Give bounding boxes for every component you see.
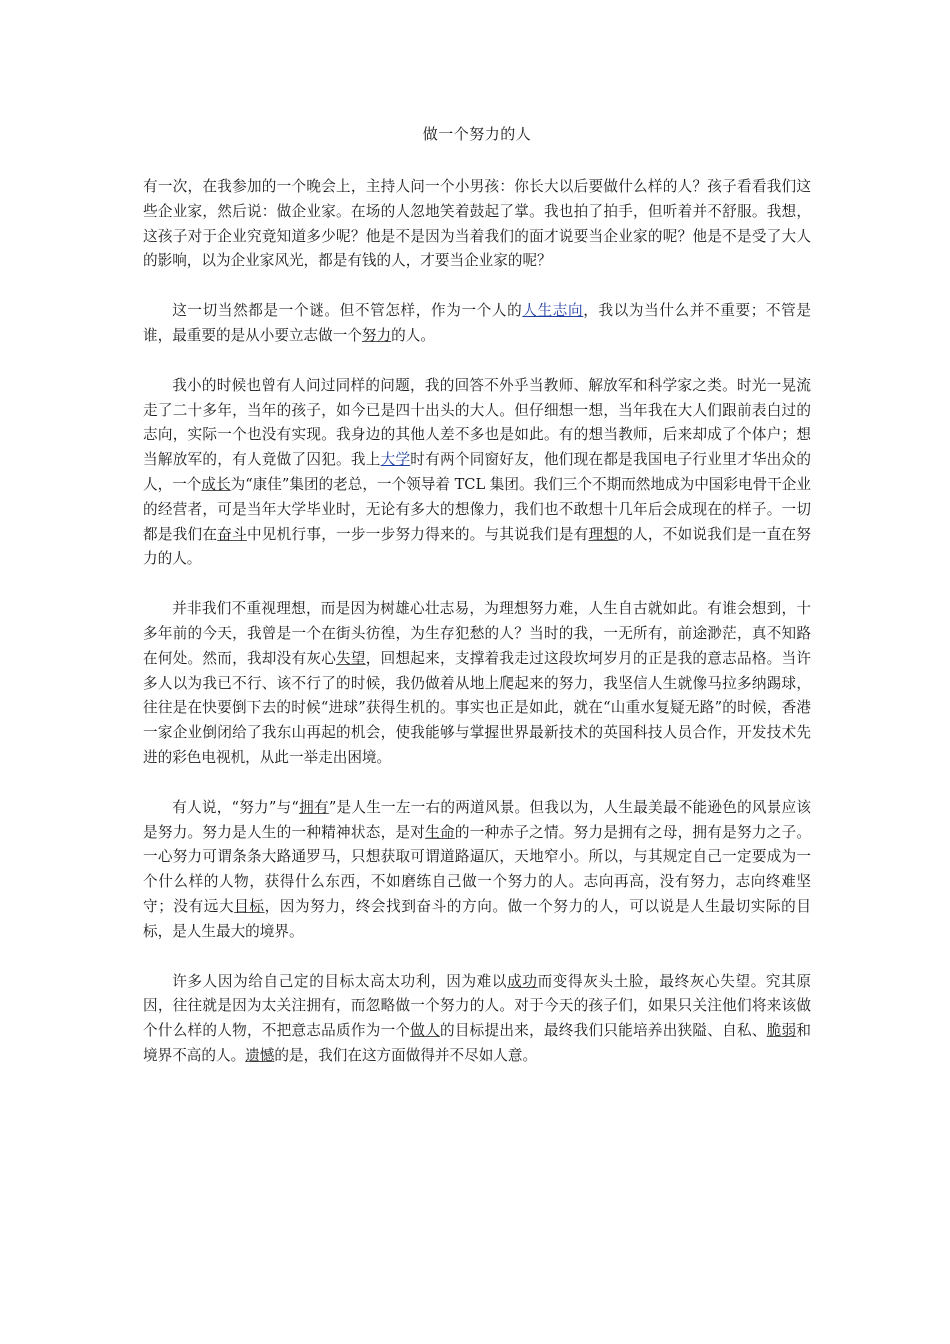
paragraph-1 [143,175,811,274]
paragraph-text: ，我以为当什么并不重要；不管是谁，最重要的是从小要立志做一个 [143,302,811,344]
link-ideal[interactable]: 理想 [588,525,619,543]
link-effort[interactable]: 努力 [361,326,392,344]
paragraph-2 [143,299,811,349]
link-university[interactable]: 大学 [380,451,411,469]
link-disappointment[interactable]: 失望 [336,649,366,667]
paragraph-text: ”是人生一左一右的两道风景。但我以为，人生最美最不能逊色的风景应该是努力。努力是人生的一种精神状态，是对 [143,798,811,841]
document-title: 做一个努力的人 [422,125,532,143]
paragraph-text: 的是，我们在这方面做得并不尽如人意。 [274,1046,538,1064]
paragraph-text: 我小的时候也曾有人问过同样的问题，我的回答不外乎当教师、解放军和科学家之类。时光一晃流走了二十多年，当年的孩子，如今已是四十出头的大人。但仔细想一想，当年我在大人们跟前表白过的志向，实际一个也没有实现。我身边的其他人差不多也是如此。有的想当教师，后来却成了个体户；想当解放军的，有人竟做了囚犯。我上 [143,376,811,469]
paragraph-text: 为“康佳”集团的老总，一个领导着 TCL 集团。我们三个不期而然地成为中国彩电骨干企业的经营者，可是当年大学毕业时，无论有多大的想像力，我们也不敢想十几年后会成现在的样子。一切都是我们在 [143,475,811,543]
link-success[interactable]: 成功 [507,972,538,990]
paragraph-text: 并非我们不重视理想，而是因为树雄心壮志易，为理想努力难，人生自古就如此。有谁会想到，十多年前的今天，我曾是一个在街头彷徨，为生存犯愁的人？当时的我，一无所有，前途渺茫，真不知路在何处。然而，我却没有灰心 [143,600,811,667]
paragraph-text: 的人，不如说我们是一直在努力的人。 [143,525,811,568]
paragraph-text: 许多人因为给自己定的目标太高太功利，因为难以 [172,972,508,990]
paragraph-text: 的目标提出来，最终我们只能培养出狭隘、自私、 [439,1022,767,1040]
link-life[interactable]: 生命 [425,823,455,841]
paragraph-text: 中见机行事，一步一步努力得来的。与其说我们是有 [246,525,589,543]
link-conduct[interactable]: 做人 [410,1022,440,1040]
paragraph-text: 有人说，“努力”与“ [172,798,299,816]
document-page [143,0,811,1069]
paragraph-text: 的人。 [391,326,435,344]
paragraph-text: 时有两个同窗好友，他们现在都是我国电子行业里才华出众的人，一个 [143,451,811,493]
link-life-ambition[interactable]: 人生志向 [522,302,584,320]
paragraph-4 [143,597,811,771]
paragraph-text: 有一次，在我参加的一个晚会上，主持人问一个小男孩：你长大以后要做什么样的人？孩子看看我们这些企业家，然后说：做企业家。在场的人忽地笑着鼓起了掌。我也拍了拍手，但听着并不舒服。我想，这孩子对于企业究竟知道多少呢？他是不是因为当着我们的面才说要当企业家的呢？他是不是受了大人的影响，以为企业家风光，都是有钱的人，才要当企业家的呢？ [143,178,811,270]
paragraph-5 [143,796,811,945]
link-struggle[interactable]: 奋斗 [217,525,247,543]
link-possess[interactable]: 拥有 [298,798,329,816]
link-growth[interactable]: 成长 [201,475,231,493]
paragraph-text: 这一切当然都是一个谜。但不管怎样，作为一个人的 [172,302,523,320]
paragraph-6 [143,970,811,1069]
link-regret[interactable]: 遗憾 [245,1046,275,1064]
link-fragile[interactable]: 脆弱 [766,1022,797,1040]
paragraph-text: 而变得灰头土脸，最终灰心失望。究其原因，往往就是因为太关注拥有，而忽略做一个努力的人。对于今天的孩子们，如果只关注他们将来该做个什么样的人物，不把意志品质作为一个 [143,972,811,1040]
paragraph-text: 的一种赤子之情。努力是拥有之母，拥有是努力之子。一心努力可谓条条大路通罗马，只想获取可谓道路逼仄，天地窄小。所以，与其规定自己一定要成为一个什么样的人物，获得什么东西，不如磨练自己做一个努力的人。志向再高，没有努力，志向终难坚守；没有远大 [143,823,811,915]
paragraph-3 [143,374,811,572]
link-goal[interactable]: 目标 [234,897,265,915]
paragraph-text: ，因为努力，终会找到奋斗的方向。做一个努力的人，可以说是人生最切实际的目标，是人生最大的境界。 [143,897,811,940]
paragraph-text: ，回想起来，支撑着我走过这段坎坷岁月的正是我的意志品格。当许多人以为我已不行、该不行了的时候，我仍做着从地上爬起来的努力，我坚信人生就像马拉多纳踢球，往往是在快要倒下去的时候“进球”获得生机的。事实也正是如此，就在“山重水复疑无路”的时候，香港一家企业倒闭给了我东山再起的机会，使我能够与掌握世界最新技术的英国科技人员合作，开发技术先进的彩色电视机，从此一举走出困境。 [143,649,811,766]
paragraph-text: 和境界不高的人。 [143,1022,811,1064]
